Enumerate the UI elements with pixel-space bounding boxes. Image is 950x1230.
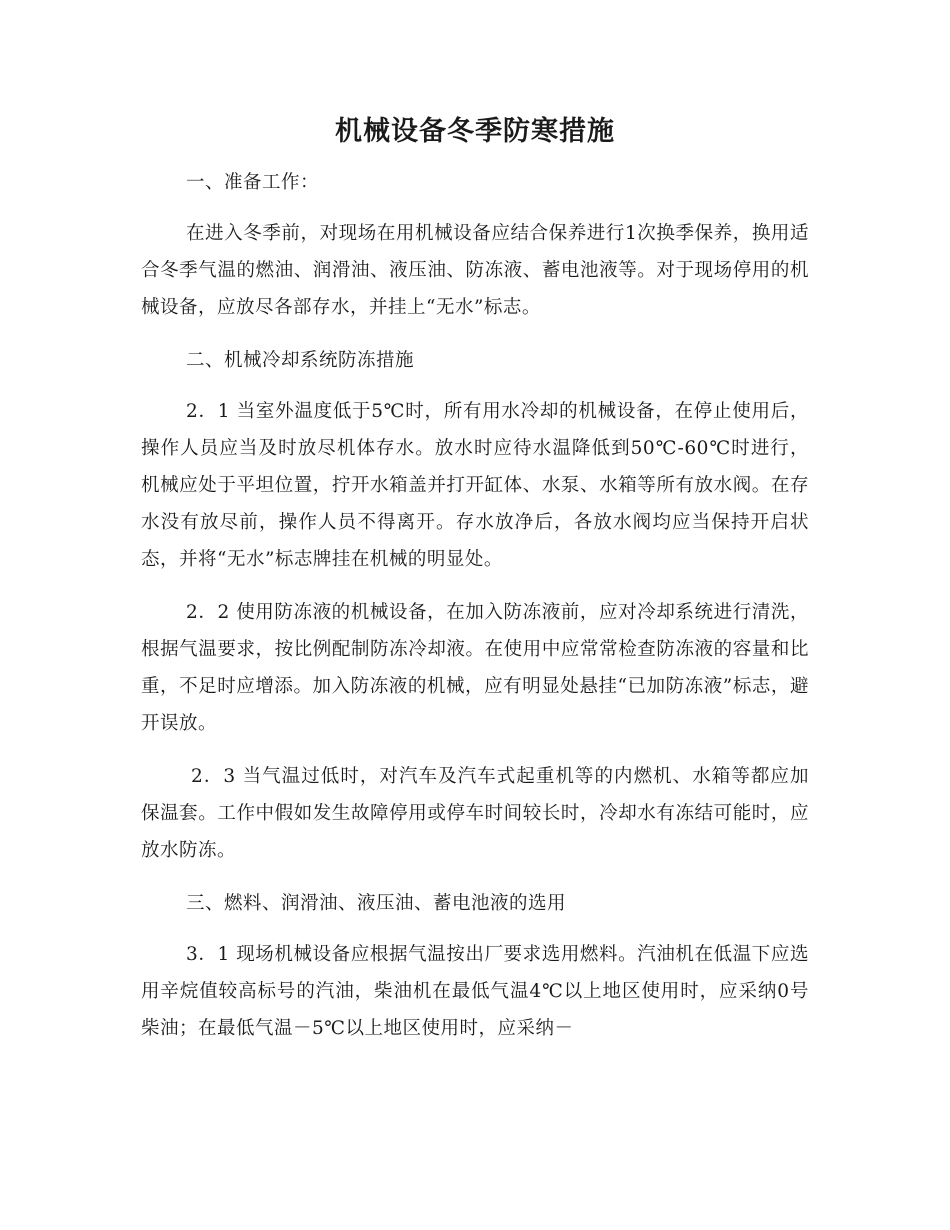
section-1-heading: 一、准备工作：	[186, 172, 320, 193]
section-3-paragraph-1: 3．1 现场机械设备应根据气温按出厂要求选用燃料。汽油机在低温下应选用辛烷值较高标号的汽油，柴油机在最低气温4℃以上地区使用时，应采纳0号柴油；在最低气温－5℃以上地区使用时，应采纳－	[141, 944, 809, 1039]
section-3-heading: 三、燃料、润滑油、液压油、蓄电池液的选用	[186, 893, 567, 914]
section-2-paragraph-3: 2．3 当气温过低时，对汽车及汽车式起重机等的内燃机、水箱等都应加保温套。工作中假如发生故障停用或停车时间较长时，冷却水有冻结可能时，应放水防冻。	[141, 766, 809, 861]
section-2-paragraph-2: 2．2 使用防冻液的机械设备，在加入防冻液前，应对冷却系统进行清洗，根据气温要求，按比例配制防冻冷却液。在使用中应常常检查防冻液的容量和比重，不足时应增添。加入防冻液的机械，应有明显处悬挂“已加防冻液”标志，避开误放。	[141, 602, 809, 734]
document-title: 机械设备冬季防寒措施	[335, 116, 615, 147]
section-2-paragraph-1: 2．1 当室外温度低于5℃时，所有用水冷却的机械设备，在停止使用后，操作人员应当及时放尽机体存水。放水时应待水温降低到50℃-60℃时进行，机械应处于平坦位置，拧开水箱盖并打开缸体、水泵、水箱等所有放水阀。在存水没有放尽前，操作人员不得离开。存水放净后，各放水阀均应当保持开启状态，并将“无水”标志牌挂在机械的明显处。	[141, 401, 809, 570]
section-1-paragraph-1: 在进入冬季前，对现场在用机械设备应结合保养进行1次换季保养，换用适合冬季气温的燃油、润滑油、液压油、防冻液、蓄电池液等。对于现场停用的机械设备，应放尽各部存水，并挂上“无水”标志。	[141, 223, 809, 318]
section-2-heading: 二、机械冷却系统防冻措施	[186, 350, 415, 371]
document-body	[141, 164, 809, 1063]
